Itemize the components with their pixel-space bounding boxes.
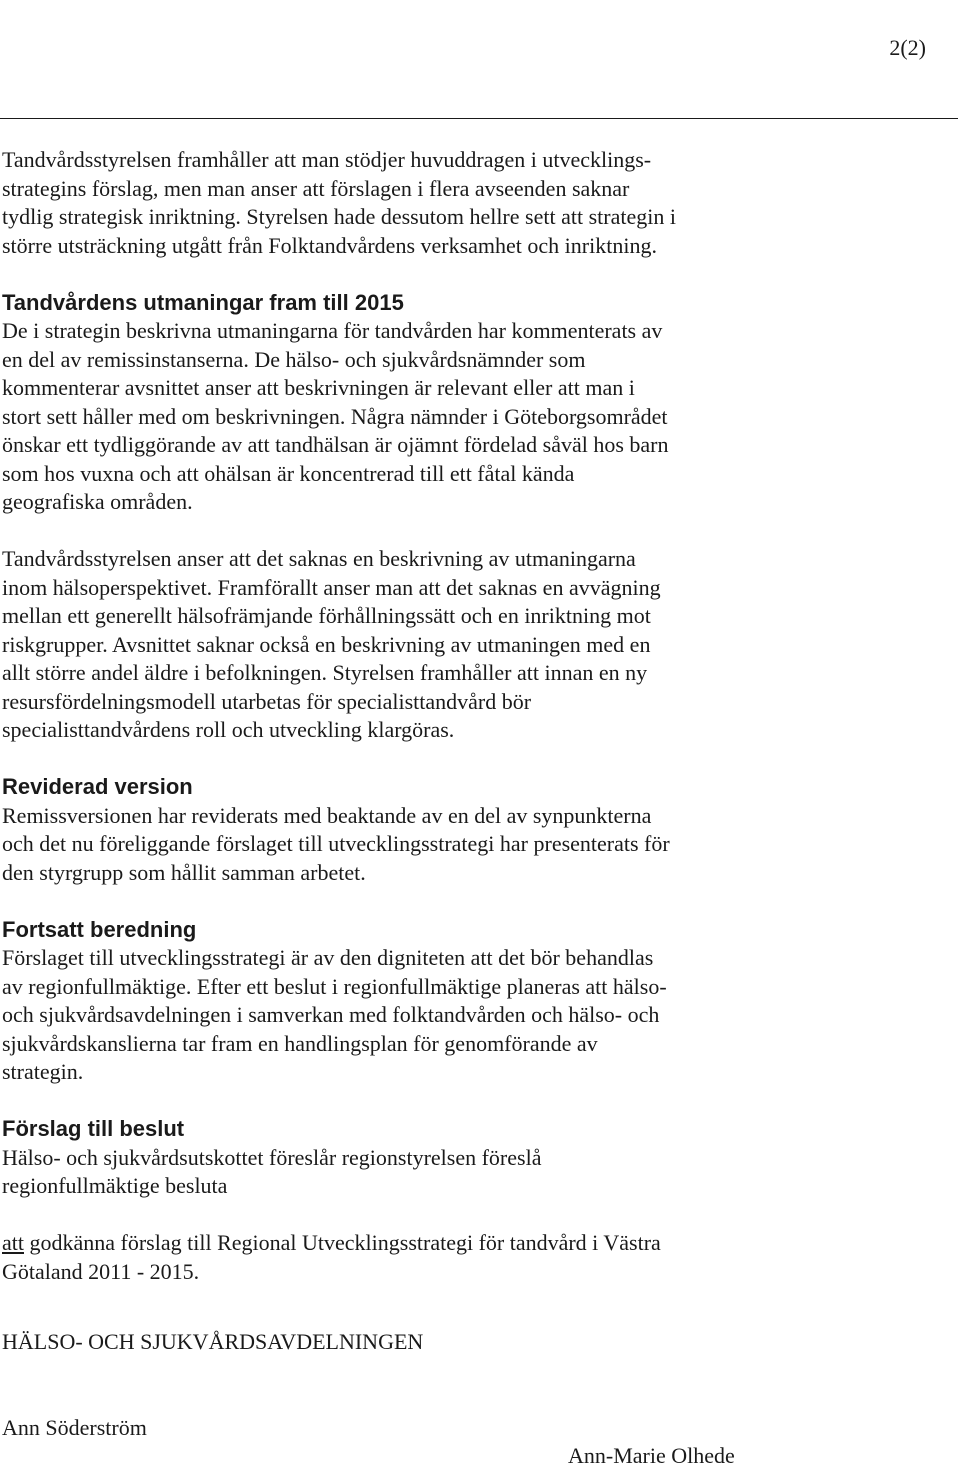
signatory-2: Ann-Marie Olhede <box>568 1443 735 1468</box>
text-line: regionfullmäktige besluta <box>2 1173 228 1198</box>
header-rule <box>0 118 958 119</box>
decision-line <box>2 1229 932 1258</box>
intro-paragraph <box>2 146 932 260</box>
text-line: som hos vuxna och att ohälsan är koncentrerad till ett fåtal kända <box>2 460 575 486</box>
challenges-paragraph-1 <box>2 317 932 517</box>
signatory-1: Ann Söderström <box>2 1415 147 1440</box>
text-line: kommenterar avsnittet anser att beskrivningen är relevant eller att man i <box>2 375 635 400</box>
decision-text: godkänna förslag till Regional Utvecklingsstrategi för tandvård i Västra <box>24 1230 661 1255</box>
challenges-paragraph-2 <box>2 545 932 745</box>
text-line: strategin. <box>2 1059 84 1084</box>
text-line: Tandvårdsstyrelsen framhåller att man stödjer huvuddragen i utvecklings- <box>2 147 652 172</box>
text-line: Götaland 2011 - 2015. <box>2 1258 200 1284</box>
text-line: geografiska områden. <box>2 489 193 514</box>
heading-proposal: Förslag till beslut <box>2 1116 185 1141</box>
heading-revised-version: Reviderad version <box>2 774 193 799</box>
proposal-paragraph <box>2 1144 932 1201</box>
text-line: riskgrupper. Avsnittet saknar också en beskrivning av utmaningen med en <box>2 631 651 657</box>
text-line: av regionfullmäktige. Efter ett beslut i regionfullmäktige planeras att hälso- <box>2 973 667 999</box>
revised-paragraph <box>2 802 932 888</box>
text-line: större utsträckning utgått från Folktandvårdens verksamhet och inriktning. <box>2 232 657 258</box>
text-line: tydlig strategisk inriktning. Styrelsen hade dessutom hellre sett att strategin i <box>2 204 676 229</box>
heading-challenges: Tandvårdens utmaningar fram till 2015 <box>2 289 404 315</box>
text-line: allt större andel äldre i befolkningen. Styrelsen framhåller att innan en ny <box>2 660 648 685</box>
text-line: Förslaget till utvecklingsstrategi är av den digniteten att det bör behandlas <box>2 945 654 970</box>
text-line: Tandvårdsstyrelsen anser att det saknas en beskrivning av utmaningarna <box>2 546 636 571</box>
text-line: Remissversionen har reviderats med beaktande av en del av synpunkterna <box>2 802 652 828</box>
text-line: inom hälsoperspektivet. Framförallt anser man att det saknas en avvägning <box>2 574 661 600</box>
text-line: stort sett håller med om beskrivningen. Några nämnder i Göteborgsområdet <box>2 403 668 429</box>
document-body <box>2 146 932 1286</box>
department-name: HÄLSO- OCH SJUKVÅRDSAVDELNINGEN <box>2 1329 424 1354</box>
text-line: sjukvårdskanslierna tar fram en handlingsplan för genomförande av <box>2 1030 598 1056</box>
text-line: önskar ett tydliggörande av att tandhälsan är ojämnt fördelad såväl hos barn <box>2 432 669 457</box>
continued-paragraph <box>2 944 932 1087</box>
text-line: Hälso- och sjukvårdsutskottet föreslår regionstyrelsen föreslå <box>2 1144 542 1170</box>
decision-keyword: att <box>2 1230 24 1255</box>
text-line: resursfördelningsmodell utarbetas för specialisttandvård bör <box>2 688 532 714</box>
heading-continued-preparation: Fortsatt beredning <box>2 916 197 942</box>
text-line: den styrgrupp som hållit samman arbetet. <box>2 859 366 885</box>
text-line: De i strategin beskrivna utmaningarna för tandvården har kommenterats av <box>2 318 663 343</box>
decision-paragraph <box>2 1229 932 1286</box>
text-line: mellan ett generellt hälsofrämjande förhållningssätt och en inriktning mot <box>2 603 651 628</box>
text-line: strategins förslag, men man anser att förslagen i flera avseenden saknar <box>2 175 630 201</box>
text-line: specialisttandvårdens roll och utveckling klargöras. <box>2 717 455 742</box>
page-number: 2(2) <box>889 35 926 60</box>
text-line: och sjukvårdsavdelningen i samverkan med folktandvården och hälso- och <box>2 1002 660 1027</box>
text-line: en del av remissinstanserna. De hälso- och sjukvårdsnämnder som <box>2 346 586 372</box>
text-line: och det nu föreliggande förslaget till utvecklingsstrategi har presenterats för <box>2 831 670 856</box>
